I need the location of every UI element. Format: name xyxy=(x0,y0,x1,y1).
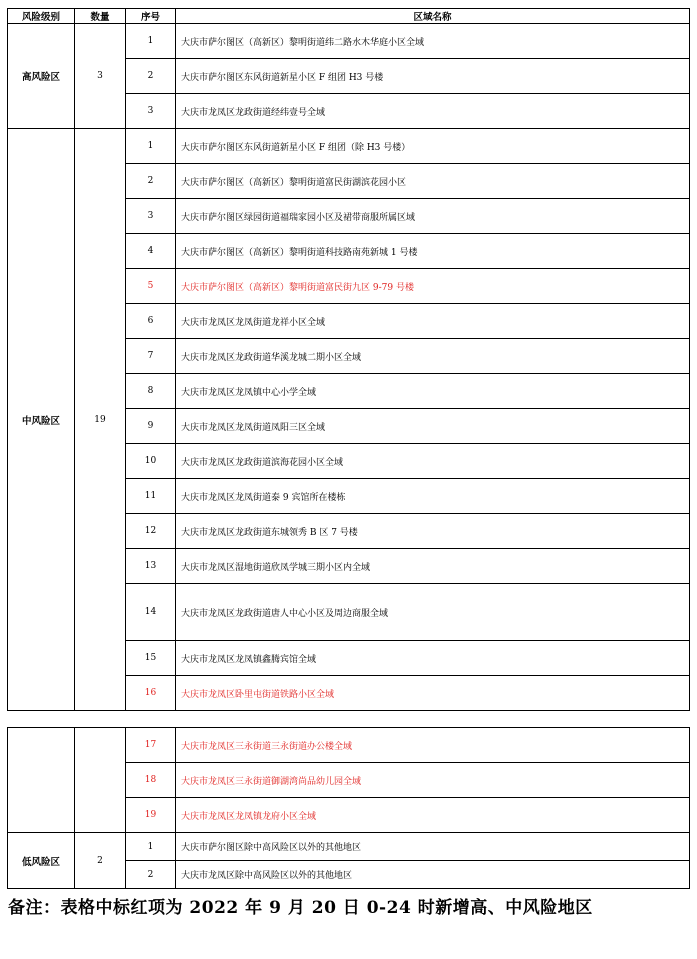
risk-table-page1 xyxy=(7,8,690,711)
seq-cell: 17 xyxy=(126,728,176,763)
area-cell: 大庆市龙凤区龙凤街道龙祥小区全域 xyxy=(176,304,690,339)
area-cell: 大庆市萨尔图区（高新区）黎明街道富民街湖滨花园小区 xyxy=(176,164,690,199)
low-risk-count: 2 xyxy=(75,833,126,889)
medium-risk-count: 19 xyxy=(75,129,126,711)
seq-cell: 4 xyxy=(126,234,176,269)
area-cell: 大庆市萨尔图区除中高风险区以外的其他地区 xyxy=(176,833,690,861)
area-cell: 大庆市龙凤区龙凤街道凤阳三区全域 xyxy=(176,409,690,444)
seq-cell: 14 xyxy=(126,584,176,641)
area-cell: 大庆市龙凤区龙政街道东城领秀 B 区 7 号楼 xyxy=(176,514,690,549)
area-cell: 大庆市龙凤区龙凤街道泰 9 宾馆所在楼栋 xyxy=(176,479,690,514)
seq-cell: 7 xyxy=(126,339,176,374)
seq-cell: 2 xyxy=(126,164,176,199)
seq-cell: 18 xyxy=(126,763,176,798)
low-risk-level: 低风险区 xyxy=(8,833,75,889)
area-cell: 大庆市龙凤区龙凤镇鑫腾宾馆全域 xyxy=(176,641,690,676)
header-count: 数量 xyxy=(75,9,126,24)
seq-cell: 16 xyxy=(126,676,176,711)
header-level: 风险级别 xyxy=(8,9,75,24)
footnote: 备注：表格中标红项为 2022 年 9 月 20 日 0-24 时新增高、中风险地区 xyxy=(8,898,593,918)
risk-table-page2 xyxy=(7,727,690,889)
table-row-highlighted xyxy=(8,728,690,763)
seq-cell: 1 xyxy=(126,833,176,861)
seq-cell: 10 xyxy=(126,444,176,479)
area-cell: 大庆市萨尔图区（高新区）黎明街道科技路南苑新城 1 号楼 xyxy=(176,234,690,269)
area-cell: 大庆市龙凤区三永街道御湖湾尚品幼儿园全域 xyxy=(176,763,690,798)
table-header-row xyxy=(8,9,690,24)
area-cell: 大庆市龙凤区龙政街道滨海花园小区全域 xyxy=(176,444,690,479)
area-cell: 大庆市萨尔图区（高新区）黎明街道纬二路水木华庭小区全域 xyxy=(176,24,690,59)
seq-cell: 8 xyxy=(126,374,176,409)
area-cell: 大庆市龙凤区龙政街道华溪龙城二期小区全域 xyxy=(176,339,690,374)
seq-cell: 15 xyxy=(126,641,176,676)
area-cell: 大庆市萨尔图区（高新区）黎明街道富民街九区 9-79 号楼 xyxy=(176,269,690,304)
table-row xyxy=(8,833,690,861)
area-cell: 大庆市龙凤区龙凤镇中心小学全域 xyxy=(176,374,690,409)
table-row xyxy=(8,129,690,164)
area-cell: 大庆市萨尔图区东风街道新星小区 F 组团 H3 号楼 xyxy=(176,59,690,94)
high-risk-count: 3 xyxy=(75,24,126,129)
high-risk-level: 高风险区 xyxy=(8,24,75,129)
seq-cell: 2 xyxy=(126,59,176,94)
seq-cell: 9 xyxy=(126,409,176,444)
seq-cell: 1 xyxy=(126,24,176,59)
medium-risk-count-cont xyxy=(75,728,126,833)
area-cell: 大庆市龙凤区龙凤镇龙府小区全域 xyxy=(176,798,690,833)
header-area: 区域名称 xyxy=(176,9,690,24)
seq-cell: 6 xyxy=(126,304,176,339)
medium-risk-level-cont xyxy=(8,728,75,833)
header-seq: 序号 xyxy=(126,9,176,24)
area-cell: 大庆市萨尔图区绿园街道福瑞家园小区及裙带商服所属区域 xyxy=(176,199,690,234)
seq-cell: 19 xyxy=(126,798,176,833)
seq-cell: 3 xyxy=(126,94,176,129)
seq-cell: 5 xyxy=(126,269,176,304)
area-cell: 大庆市龙凤区湿地街道欣凤学城三期小区内全域 xyxy=(176,549,690,584)
table-row xyxy=(8,24,690,59)
seq-cell: 3 xyxy=(126,199,176,234)
area-cell: 大庆市萨尔图区东风街道新星小区 F 组团（除 H3 号楼） xyxy=(176,129,690,164)
area-cell: 大庆市龙凤区三永街道三永街道办公楼全域 xyxy=(176,728,690,763)
area-cell: 大庆市龙凤区龙政街道唐人中心小区及周边商服全域 xyxy=(176,584,690,641)
seq-cell: 11 xyxy=(126,479,176,514)
area-cell: 大庆市龙凤区龙政街道经纬壹号全域 xyxy=(176,94,690,129)
seq-cell: 1 xyxy=(126,129,176,164)
area-cell: 大庆市龙凤区卧里屯街道铁路小区全域 xyxy=(176,676,690,711)
seq-cell: 12 xyxy=(126,514,176,549)
seq-cell: 2 xyxy=(126,861,176,889)
seq-cell: 13 xyxy=(126,549,176,584)
area-cell: 大庆市龙凤区除中高风险区以外的其他地区 xyxy=(176,861,690,889)
medium-risk-level: 中风险区 xyxy=(8,129,75,711)
